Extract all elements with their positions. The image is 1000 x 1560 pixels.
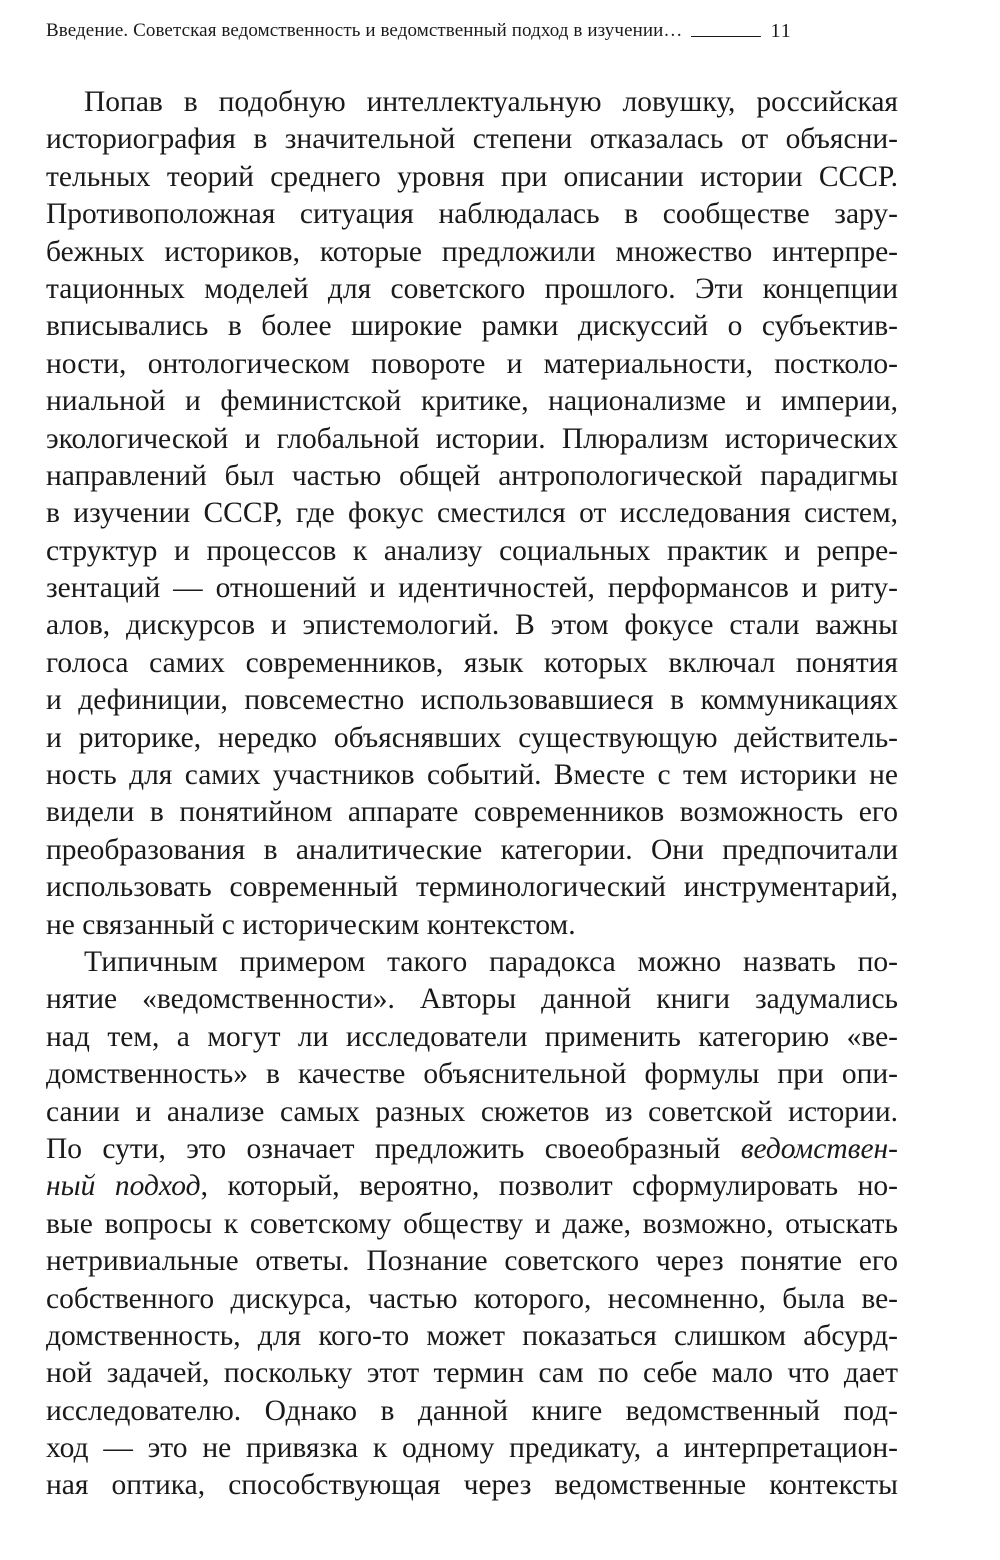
- text-line: зентаций — отношений и идентичностей, перформансов и риту-: [46, 572, 898, 605]
- text-line: алов, дискурсов и эпистемологий. В этом фокусе стали важны: [46, 609, 898, 642]
- text-line: ная оптика, способствующая через ведомственные контексты: [46, 1469, 898, 1502]
- text-line: в изучении СССР, где фокус сместился от исследования систем,: [46, 497, 898, 530]
- text-line: и риторике, нередко объяснявших существующую действитель-: [46, 721, 898, 754]
- text-line: и дефиниции, повсеместно использовавшиеся в коммуникациях: [46, 684, 898, 717]
- text-line: тационных моделей для советского прошлого. Эти концепции: [46, 272, 898, 305]
- chapter-title: Введение. Советская ведомственность и ведомственный подход в изучении…: [46, 20, 683, 41]
- text-line: домственность, для кого-то может показаться слишком абсурд-: [46, 1319, 898, 1352]
- text-line: вписывались в более широкие рамки дискуссий о субъектив-: [46, 310, 898, 343]
- text-line: историография в значительной степени отказалась от объясни-: [46, 123, 898, 156]
- text-line-mixed: [46, 1131, 898, 1168]
- text-line: не связанный с историческим контекстом.: [46, 908, 576, 941]
- text-line: ности, онтологическом повороте и материальности, постколо-: [46, 347, 898, 380]
- text-line: Противоположная ситуация наблюдалась в сообществе зару-: [46, 198, 898, 231]
- text-line: вые вопросы к советскому обществу и даже, возможно, отыскать: [46, 1207, 898, 1240]
- header-rule: [691, 36, 761, 37]
- text-line: структур и процессов к анализу социальных практик и репре-: [46, 534, 898, 567]
- text-line: тельных теорий среднего уровня при описании истории СССР.: [46, 160, 898, 193]
- text-line: экологической и глобальной истории. Плюрализм исторических: [46, 422, 898, 455]
- text-line: голоса самих современников, язык которых включал понятия: [46, 646, 898, 679]
- italic-term: ный подход: [46, 1170, 201, 1203]
- text-line: ниальной и феминистской критике, национализме и империи,: [46, 385, 898, 418]
- text-line: над тем, а могут ли исследователи применить категорию «ве-: [46, 1020, 898, 1053]
- text-line: нетривиальные ответы. Познание советского через понятие его: [46, 1245, 898, 1278]
- page-number: 11: [770, 19, 792, 42]
- text-line: видели в понятийном аппарате современников возможность его: [46, 796, 898, 829]
- text-line: использовать современный терминологический инструментарий,: [46, 871, 898, 904]
- text-line: ход — это не привязка к одному предикату, а интерпретацион-: [46, 1432, 898, 1465]
- text-line: направлений был частью общей антропологической парадигмы: [46, 459, 898, 492]
- text-line: домственность» в качестве объяснительной формулы при опи-: [46, 1058, 898, 1091]
- body-text: [46, 84, 898, 1505]
- text-segment: По сути, это означает предложить своеобразный: [46, 1132, 741, 1165]
- running-head: [46, 18, 922, 44]
- text-line: бежных историков, которые предложили множество интерпре-: [46, 235, 898, 268]
- text-line: исследователю. Однако в данной книге ведомственный под-: [46, 1394, 898, 1427]
- paragraph-2: [46, 944, 898, 1505]
- text-line: Типичным примером такого парадокса можно назвать по-: [84, 945, 898, 978]
- text-line: ной задачей, поскольку этот термин сам по себе мало что дает: [46, 1357, 898, 1390]
- text-line: преобразования в аналитические категории. Они предпочитали: [46, 833, 898, 866]
- text-line: ность для самих участников событий. Вместе с тем историки не: [46, 759, 898, 792]
- paragraph-1: [46, 84, 898, 944]
- text-line: сании и анализе самых разных сюжетов из советской истории.: [46, 1095, 898, 1128]
- text-segment: , который, вероятно, позволит сформулировать но-: [200, 1170, 898, 1203]
- text-line-mixed: [46, 1168, 898, 1205]
- text-line: собственного дискурса, частью которого, несомненно, была ве-: [46, 1282, 898, 1315]
- italic-term: ведомствен-: [740, 1132, 898, 1165]
- text-line: Попав в подобную интеллектуальную ловушку, российская: [84, 86, 898, 118]
- text-line: нятие «ведомственности». Авторы данной книги задумались: [46, 983, 898, 1016]
